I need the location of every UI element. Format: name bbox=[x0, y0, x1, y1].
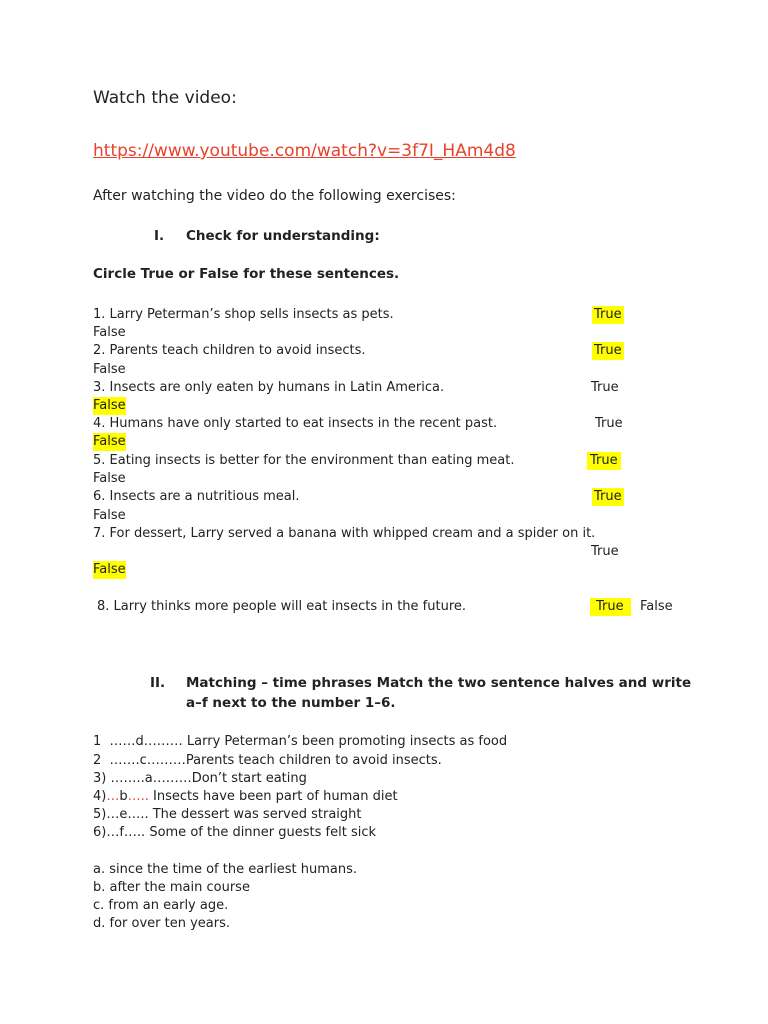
intro-text: After watching the video do the following exercises: bbox=[93, 188, 456, 204]
tf-item-1-true[interactable]: True bbox=[594, 307, 622, 322]
tf-item-6-true[interactable]: True bbox=[594, 489, 622, 504]
match-item-4-post-dots: ….. bbox=[127, 789, 149, 804]
section2-number: II. bbox=[150, 675, 166, 691]
match-item-1 bbox=[93, 733, 507, 751]
match-item-2-num: 2 bbox=[93, 753, 102, 768]
section2-title-line2: a–f next to the number 1–6. bbox=[186, 695, 396, 711]
tf-item-1-false[interactable]: False bbox=[93, 325, 126, 340]
option-b: b. after the main course bbox=[93, 880, 250, 895]
match-item-4-num: 4) bbox=[93, 789, 107, 804]
match-item-3-num: 3) bbox=[93, 771, 107, 786]
option-d: d. for over ten years. bbox=[93, 916, 231, 931]
video-link[interactable]: https://www.youtube.com/watch?v=3f7I_HAm4d8 bbox=[93, 141, 516, 161]
match-item-1-num: 1 bbox=[93, 734, 102, 749]
match-item-4 bbox=[93, 788, 398, 806]
tf-item-5-text: 5. Eating insects is better for the environment than eating meat. bbox=[93, 453, 515, 468]
tf-item-8-false[interactable]: False bbox=[640, 599, 673, 614]
tf-item-6-false[interactable]: False bbox=[93, 508, 126, 523]
tf-item-8-text: 8. Larry thinks more people will eat insects in the future. bbox=[97, 599, 467, 614]
section1-title: Check for understanding: bbox=[186, 228, 380, 244]
tf-item-4-true[interactable]: True bbox=[595, 416, 623, 431]
tf-item-4-false[interactable]: False bbox=[93, 434, 126, 449]
match-item-4-letter[interactable]: b bbox=[119, 789, 128, 804]
match-item-4-pre: … bbox=[106, 789, 120, 804]
option-c: c. from an early age. bbox=[93, 898, 229, 913]
match-item-6-text[interactable]: …f….. Some of the dinner guests felt sick bbox=[106, 825, 377, 840]
option-a: a. since the time of the earliest humans. bbox=[93, 862, 358, 877]
match-item-5 bbox=[93, 806, 362, 824]
tf-item-1-text: 1. Larry Peterman’s shop sells insects as pets. bbox=[93, 307, 394, 322]
match-item-6 bbox=[93, 824, 376, 842]
tf-item-4-text: 4. Humans have only started to eat insects in the recent past. bbox=[93, 416, 498, 431]
match-item-5-num: 5) bbox=[93, 807, 107, 822]
match-item-1-text[interactable]: ……d……… Larry Peterman’s been promoting insects as food bbox=[109, 734, 508, 749]
tf-item-3-false[interactable]: False bbox=[93, 398, 126, 413]
match-item-3-text[interactable]: ……..a………Don’t start eating bbox=[110, 771, 307, 786]
section2-title-line1: Matching – time phrases Match the two sentence halves and write bbox=[186, 675, 692, 691]
match-item-5-text[interactable]: …e….. The dessert was served straight bbox=[106, 807, 362, 822]
tf-item-2-false[interactable]: False bbox=[93, 362, 126, 377]
tf-item-3-true[interactable]: True bbox=[591, 380, 619, 395]
match-item-3 bbox=[93, 770, 307, 788]
section1-instruction: Circle True or False for these sentences. bbox=[93, 266, 400, 282]
tf-item-2-text: 2. Parents teach children to avoid insects. bbox=[93, 343, 366, 358]
match-item-4-text: Insects have been part of human diet bbox=[148, 789, 398, 804]
tf-item-3-text: 3. Insects are only eaten by humans in Latin America. bbox=[93, 380, 445, 395]
section1-number: I. bbox=[154, 228, 165, 244]
tf-item-2-true[interactable]: True bbox=[594, 343, 622, 358]
match-item-2 bbox=[93, 752, 442, 770]
tf-item-6-text: 6. Insects are a nutritious meal. bbox=[93, 489, 300, 504]
page-heading: Watch the video: bbox=[93, 88, 237, 108]
match-item-2-text[interactable]: …….c………Parents teach children to avoid insects. bbox=[109, 753, 442, 768]
tf-item-8-true[interactable]: True bbox=[590, 598, 631, 616]
tf-item-7-true[interactable]: True bbox=[591, 544, 619, 559]
tf-item-5-true[interactable]: True bbox=[587, 452, 621, 470]
tf-item-5-false[interactable]: False bbox=[93, 471, 126, 486]
match-item-6-num: 6) bbox=[93, 825, 107, 840]
tf-item-7-false[interactable]: False bbox=[93, 562, 126, 577]
tf-item-7-text: 7. For dessert, Larry served a banana with whipped cream and a spider on it. bbox=[93, 526, 596, 541]
